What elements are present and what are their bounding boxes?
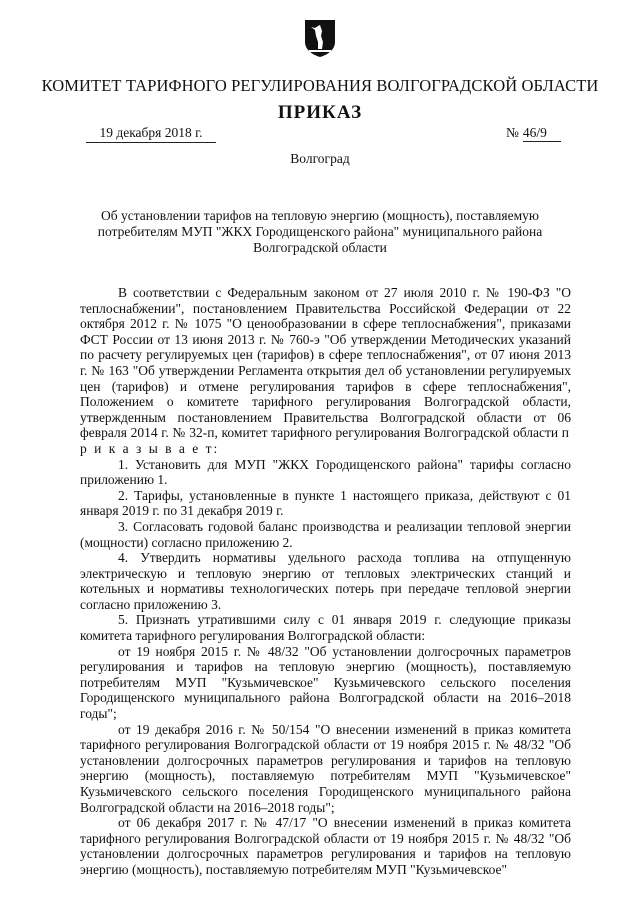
- order-item: 3. Согласовать годовой баланс производства и реализации тепловой энергии (мощности) согласно приложению 2.: [80, 518, 571, 550]
- coat-of-arms-icon: [303, 18, 337, 58]
- order-item: 4. Утвердить нормативы удельного расхода топлива на отпущенную электрическую и тепловую энергию от тепловых электрических станций и котельных и нормативы технологических потерь при передаче тепловой энергии согласно приложению 3.: [80, 550, 571, 612]
- repealed-order: от 06 декабря 2017 г. № 47/17 "О внесении изменений в приказ комитета тарифного регулирования Волгоградской области от 19 ноября 2015 г. № 48/32 "Об установлении долгосрочных параметров регулирования и тарифов на тепловую энергию (мощность), поставляемую потребителям МУП "Кузьмичевское": [80, 815, 571, 877]
- subject-line: потребителям МУП "ЖКХ Городищенского района" муниципального района: [97, 224, 543, 239]
- document-type: ПРИКАЗ: [277, 102, 363, 123]
- city: Волгоград: [290, 151, 350, 166]
- orders-keyword: п р и к а з ы в а е т:: [80, 425, 572, 456]
- committee-name: КОМИТЕТ ТАРИФНОГО РЕГУЛИРОВАНИЯ ВОЛГОГРАДСКОЙ ОБЛАСТИ: [41, 76, 599, 95]
- order-body: [80, 285, 571, 878]
- preamble-paragraph: [80, 285, 571, 457]
- preamble-text: В соответствии с Федеральным законом от 27 июля 2010 г. № 190-ФЗ "О теплоснабжении", постановлением Правительства Российской Федерации от 22 октября 2012 г. № 1075 "О ценообразовании в сфере теплоснабжения", приказами ФСТ России от 13 июня 2013 г. № 760-э "Об утверждении Методических указаний по расчету регулируемых цен (тарифов) в сфере теплоснабжения", от 07 июня 2013 г. № 163 "Об утверждении Регламента открытия дел об установлении регулируемых цен (тарифов) и отмене регулирования тарифов в сфере теплоснабжения", Положением о комитете тарифного регулирования Волгоградской области, утвержденным постановлением Правительства Волгоградской области от 06 февраля 2014 г. № 32-п, комитет тарифного регулирования Волгоградской области: [80, 285, 571, 441]
- order-date: 19 декабря 2018 г.: [86, 125, 216, 143]
- number-sign: №: [506, 125, 519, 140]
- order-item: 1. Установить для МУП "ЖКХ Городищенского района" тарифы согласно приложению 1.: [80, 456, 571, 488]
- order-item: 5. Признать утратившими силу с 01 января 2019 г. следующие приказы комитета тарифного регулирования Волгоградской области:: [80, 612, 571, 644]
- number-value: 46/9: [523, 125, 561, 142]
- order-item: 2. Тарифы, установленные в пункте 1 настоящего приказа, действуют с 01 января 2019 г. по 31 декабря 2019 г.: [80, 487, 571, 519]
- subject-line: Волгоградской области: [253, 240, 387, 255]
- repealed-order: от 19 декабря 2016 г. № 50/154 "О внесении изменений в приказ комитета тарифного регулирования Волгоградской области от 19 ноября 2015 г. № 48/32 "Об установлении долгосрочных параметров регулирования и тарифов на тепловую энергию (мощность), поставляемую потребителям МУП "Кузьмичевское" Кузьмичевского сельского поселения Городищенского муниципального района Волгоградской области на 2016–2018 годы";: [80, 721, 571, 815]
- subject-line: Об установлении тарифов на тепловую энергию (мощность), поставляемую: [101, 208, 539, 223]
- order-subject: [90, 208, 550, 256]
- repealed-order: от 19 ноября 2015 г. № 48/32 "Об установлении долгосрочных параметров регулирования и тарифов на тепловую энергию (мощность), поставляемую потребителям МУП "Кузьмичевское" Кузьмичевского сельского поселения Городищенского муниципального района Волгоградской области на 2016–2018 годы";: [80, 643, 571, 722]
- order-number: [506, 125, 561, 142]
